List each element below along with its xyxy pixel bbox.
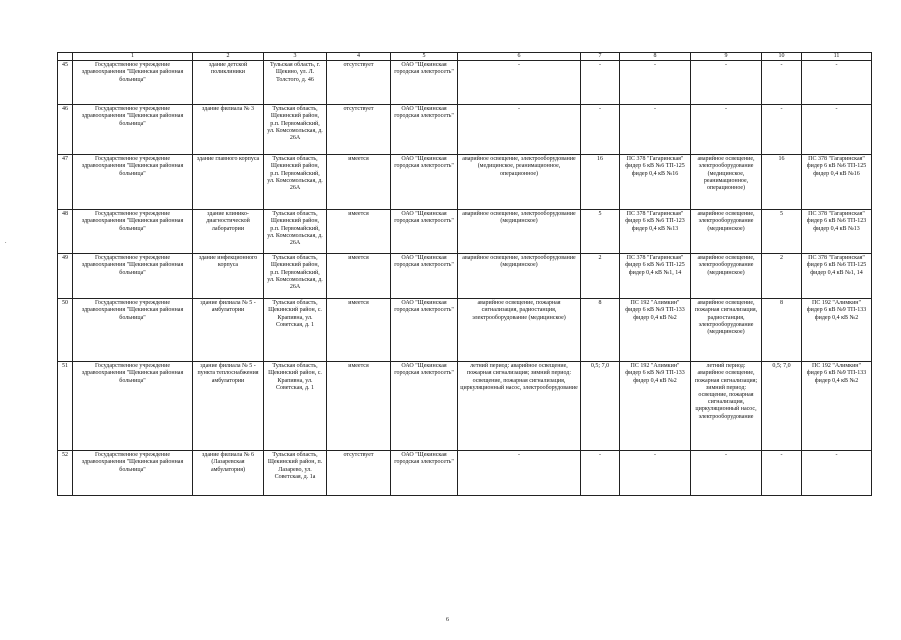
load-cell: - [458, 451, 581, 496]
row-number: 48 [58, 210, 73, 254]
header-cell: 1 [73, 53, 193, 61]
address-cell: Тульская область, Щекинский район, р.п. Первомайский, ул. Комсомольская, д. 26А [264, 254, 327, 299]
load-cell: аварийное освещение, электрооборудование (медицинское, реанимационное, операционное) [458, 155, 581, 210]
margin-mark: . [5, 239, 7, 245]
institution-cell: Государственное учреждение здравоохранения "Щекинская районная больница" [73, 451, 193, 496]
table-row [58, 210, 872, 254]
load-cell: аварийное освещение, электрооборудование (медицинское, реанимационное, операционное) [691, 155, 762, 210]
table-row [58, 362, 872, 451]
table-row [58, 299, 872, 362]
address-cell: Тульская область, Щекинский район, с. Крапивна, ул. Советская, д. 1 [264, 299, 327, 362]
building-cell: здание инфекционного корпуса [193, 254, 264, 299]
address-cell: Тульская область, Щекинский район, р.п. Первомайский, ул. Комсомольская, д. 26А [264, 210, 327, 254]
feeder-cell: ПС 378 "Гагаринская" фидер 6 кВ №6 ТП-123 фидер 0,4 кВ №13 [620, 210, 691, 254]
institution-cell: Государственное учреждение здравоохранения "Щекинская районная больница" [73, 105, 193, 155]
load-cell: - [691, 61, 762, 105]
row-number: 47 [58, 155, 73, 210]
feeder-cell: - [802, 61, 872, 105]
address-cell: Тульская область, Щекинский район, п. Лазарево, ул. Советская, д. 1а [264, 451, 327, 496]
row-number: 45 [58, 61, 73, 105]
building-cell: здание детской поликлиники [193, 61, 264, 105]
feeder-cell: ПС 378 "Гагаринская" фидер 6 кВ №6 ТП-125 фидер 0,4 кВ №16 [620, 155, 691, 210]
power-cell: 16 [762, 155, 802, 210]
power-cell: - [581, 451, 620, 496]
building-cell: здание главного корпуса [193, 155, 264, 210]
feeder-cell: - [620, 451, 691, 496]
load-cell: аварийное освещение, пожарная сигнализация, радиостанция, электрооборудование (медицинское) [691, 299, 762, 362]
page-number: 6 [446, 617, 449, 623]
power-cell: 8 [581, 299, 620, 362]
row-number: 51 [58, 362, 73, 451]
backup-source-cell: имеется [327, 210, 391, 254]
table-row [58, 155, 872, 210]
building-cell: здание филиала № 5 - амбулатории [193, 299, 264, 362]
backup-source-cell: имеется [327, 254, 391, 299]
header-cell: 8 [620, 53, 691, 61]
load-cell: аварийное освещение, электрооборудование (медицинское) [458, 210, 581, 254]
load-cell: - [458, 61, 581, 105]
load-cell: аварийное освещение, электрооборудование (медицинское) [691, 210, 762, 254]
address-cell: Тульская область, г. Щекино, ул. Л. Толстого, д. 46 [264, 61, 327, 105]
load-cell: - [691, 451, 762, 496]
header-cell-blank [58, 53, 73, 61]
building-cell: здание филиала № 3 [193, 105, 264, 155]
power-cell: 16 [581, 155, 620, 210]
supplier-cell: ОАО "Щекинская городская электросеть" [391, 61, 458, 105]
feeder-cell: - [802, 105, 872, 155]
backup-source-cell: имеется [327, 299, 391, 362]
power-cell: 5 [581, 210, 620, 254]
address-cell: Тульская область, Щекинский район, р.п. Первомайский, ул. Комсомольская, д. 26А [264, 155, 327, 210]
header-cell: 7 [581, 53, 620, 61]
feeder-cell: ПС 192 "Алимкин" фидер 6 кВ №9 ТП-133 фидер 0,4 кВ №2 [620, 362, 691, 451]
row-number: 46 [58, 105, 73, 155]
address-cell: Тульская область, Щекинский район, р.п. Первомайский, ул. Комсомольская, д. 26А [264, 105, 327, 155]
building-cell: здание филиала № 6 (Лазаревская амбулатория) [193, 451, 264, 496]
power-cell: 5 [762, 210, 802, 254]
power-cell: 8 [762, 299, 802, 362]
header-cell: 3 [264, 53, 327, 61]
load-cell: аварийное освещение, электрооборудование (медицинское) [691, 254, 762, 299]
feeder-cell: - [620, 61, 691, 105]
backup-source-cell: имеется [327, 155, 391, 210]
power-cell: 2 [762, 254, 802, 299]
power-cell: - [762, 451, 802, 496]
header-cell: 2 [193, 53, 264, 61]
institution-cell: Государственное учреждение здравоохранения "Щекинская районная больница" [73, 254, 193, 299]
load-cell: аварийное освещение, пожарная сигнализация, радиостанция, электрооборудование (медицинское) [458, 299, 581, 362]
load-cell: - [458, 105, 581, 155]
backup-source-cell: отсутствует [327, 105, 391, 155]
header-cell: 10 [762, 53, 802, 61]
header-cell: 9 [691, 53, 762, 61]
institution-cell: Государственное учреждение здравоохранения "Щекинская районная больница" [73, 299, 193, 362]
feeder-cell: ПС 192 "Алимкин" фидер 6 кВ №9 ТП-133 фидер 0,4 кВ №2 [802, 362, 872, 451]
feeder-cell: ПС 378 "Гагаринская" фидер 6 кВ №6 ТП-123 фидер 0,4 кВ №13 [802, 210, 872, 254]
backup-source-cell: отсутствует [327, 61, 391, 105]
supplier-cell: ОАО "Щекинская городская электросеть" [391, 451, 458, 496]
supplier-cell: ОАО "Щекинская городская электросеть" [391, 254, 458, 299]
supplier-cell: ОАО "Щекинская городская электросеть" [391, 299, 458, 362]
power-cell: 0,5; 7,0 [581, 362, 620, 451]
table-row [58, 105, 872, 155]
load-cell: - [691, 105, 762, 155]
load-cell: аварийное освещение, электрооборудование (медицинское) [458, 254, 581, 299]
table-row [58, 451, 872, 496]
power-cell: 2 [581, 254, 620, 299]
supplier-cell: ОАО "Щекинская городская электросеть" [391, 155, 458, 210]
row-number: 50 [58, 299, 73, 362]
building-cell: здание филиала № 5 - пункта теплоснабжения амбулатории [193, 362, 264, 451]
institution-cell: Государственное учреждение здравоохранения "Щекинская районная больница" [73, 61, 193, 105]
row-number: 52 [58, 451, 73, 496]
power-cell: - [581, 105, 620, 155]
load-cell: летний период: аварийное освещение, пожарная сигнализация; зимний период: освещение, пожарная сигнализация, циркуляционный насос, электрооборудование [691, 362, 762, 451]
power-cell: - [762, 61, 802, 105]
supplier-cell: ОАО "Щекинская городская электросеть" [391, 210, 458, 254]
table-row [58, 254, 872, 299]
row-number: 49 [58, 254, 73, 299]
header-cell: 6 [458, 53, 581, 61]
power-supply-table [57, 52, 872, 496]
backup-source-cell: имеется [327, 362, 391, 451]
building-cell: здание клинико-диагностической лаборатории [193, 210, 264, 254]
supplier-cell: ОАО "Щекинская городская электросеть" [391, 105, 458, 155]
feeder-cell: - [620, 105, 691, 155]
institution-cell: Государственное учреждение здравоохранения "Щекинская районная больница" [73, 362, 193, 451]
load-cell: летний период: аварийное освещение, пожарная сигнализация; зимний период: освещение, пожарная сигнализация, циркуляционный насос, электрооборудование [458, 362, 581, 451]
header-row [58, 53, 872, 61]
address-cell: Тульская область, Щекинский район, с. Крапивна, ул. Советская, д. 1 [264, 362, 327, 451]
institution-cell: Государственное учреждение здравоохранения "Щекинская районная больница" [73, 155, 193, 210]
feeder-cell: ПС 378 "Гагаринская" фидер 6 кВ №6 ТП-125 фидер 0,4 кВ №1, 14 [620, 254, 691, 299]
header-cell: 11 [802, 53, 872, 61]
feeder-cell: ПС 378 "Гагаринская" фидер 6 кВ №6 ТП-125 фидер 0,4 кВ №16 [802, 155, 872, 210]
supplier-cell: ОАО "Щекинская городская электросеть" [391, 362, 458, 451]
power-cell: - [762, 105, 802, 155]
header-cell: 5 [391, 53, 458, 61]
header-cell: 4 [327, 53, 391, 61]
backup-source-cell: отсутствует [327, 451, 391, 496]
power-cell: 0,5; 7,0 [762, 362, 802, 451]
table-row [58, 61, 872, 105]
feeder-cell: ПС 378 "Гагаринская" фидер 6 кВ №6 ТП-125 фидер 0,4 кВ №1, 14 [802, 254, 872, 299]
power-cell: - [581, 61, 620, 105]
feeder-cell: ПС 192 "Алимкин" фидер 6 кВ №9 ТП-133 фидер 0,4 кВ №2 [620, 299, 691, 362]
feeder-cell: - [802, 451, 872, 496]
feeder-cell: ПС 192 "Алимкин" фидер 6 кВ №9 ТП-133 фидер 0,4 кВ №2 [802, 299, 872, 362]
institution-cell: Государственное учреждение здравоохранения "Щекинская районная больница" [73, 210, 193, 254]
